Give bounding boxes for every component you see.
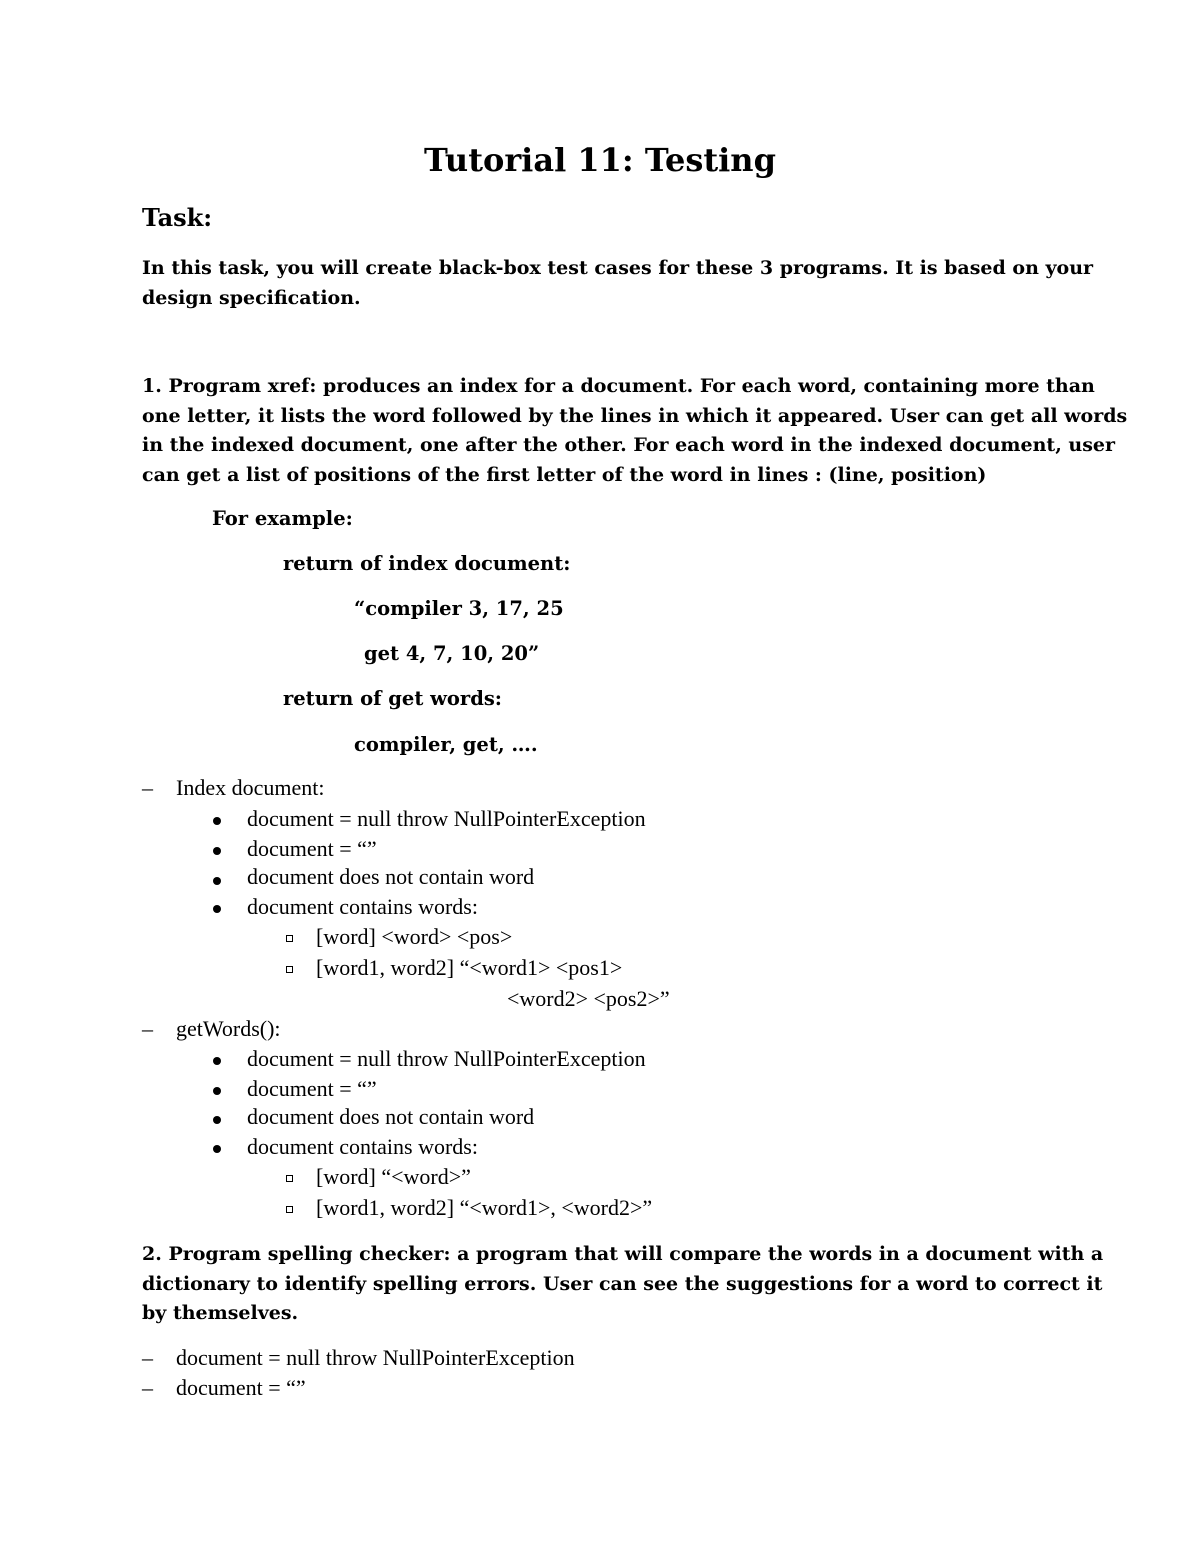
list-item: document = “” — [247, 1076, 377, 1101]
list-item: document does not contain word — [247, 864, 535, 889]
example-label: For example: — [212, 507, 353, 530]
bullet-icon — [213, 847, 221, 855]
sub-list-item: [word1, word2] “<word1>, <word2>” — [316, 1195, 653, 1220]
program1-line: can get a list of positions of the first letter of the word in lines : (line, position) — [142, 463, 987, 486]
intro-line: design specification. — [142, 286, 361, 309]
sub-list-item: [word] <word> <pos> — [316, 924, 513, 949]
program2-description — [142, 1240, 1104, 1329]
index-return-line: “compiler 3, 17, 25 — [354, 597, 564, 620]
bullet-icon — [213, 1057, 221, 1065]
index-document-label: Index document: — [176, 775, 325, 800]
dash-marker: – — [142, 1345, 153, 1370]
list-item: document does not contain word — [247, 1104, 535, 1129]
sub-list-item: [word1, word2] “<word1> <pos1> — [316, 955, 623, 980]
page-title: Tutorial 11: Testing — [424, 141, 776, 179]
bullet-icon — [213, 1116, 221, 1124]
sub-list-item-continuation: <word2> <pos2>” — [507, 986, 670, 1011]
dash-marker: – — [142, 1016, 153, 1041]
list-item: document = “” — [247, 836, 377, 861]
intro-paragraph — [142, 254, 1094, 313]
words-return-value: compiler, get, …. — [354, 733, 538, 756]
program1-description — [142, 372, 1128, 490]
bullet-icon — [213, 877, 221, 885]
get-words-label: getWords(): — [176, 1016, 281, 1041]
program1-line: one letter, it lists the word followed by the lines in which it appeared. User can get all words — [142, 404, 1128, 427]
list-item: document = null throw NullPointerException — [247, 806, 646, 831]
list-item: document contains words: — [247, 1134, 478, 1159]
bullet-icon — [213, 1087, 221, 1095]
list-item: document = null throw NullPointerException — [176, 1345, 575, 1370]
bullet-icon — [213, 817, 221, 825]
list-item: document = “” — [176, 1375, 306, 1400]
task-heading: Task: — [142, 203, 213, 232]
square-bullet-icon — [286, 1175, 293, 1182]
bullet-icon — [213, 1145, 221, 1153]
words-return-label: return of get words: — [283, 687, 503, 710]
intro-line: In this task, you will create black-box test cases for these 3 programs. It is based on your — [142, 257, 1094, 279]
list-item: document contains words: — [247, 894, 478, 919]
program2-line: dictionary to identify spelling errors. User can see the suggestions for a word to correct it — [142, 1272, 1103, 1295]
program1-line: 1. Program xref: produces an index for a document. For each word, containing more than — [142, 375, 1095, 397]
list-item: document = null throw NullPointerException — [247, 1046, 646, 1071]
square-bullet-icon — [286, 935, 293, 942]
dash-marker: – — [142, 1375, 153, 1400]
program2-line: by themselves. — [142, 1302, 299, 1324]
square-bullet-icon — [286, 1206, 293, 1213]
index-return-line: get 4, 7, 10, 20” — [364, 642, 540, 665]
sub-list-item: [word] “<word>” — [316, 1164, 471, 1189]
program2-line: 2. Program spelling checker: a program that will compare the words in a document with a — [142, 1243, 1104, 1265]
square-bullet-icon — [286, 966, 293, 973]
bullet-icon — [213, 905, 221, 913]
dash-marker: – — [142, 775, 153, 800]
program1-line: in the indexed document, one after the other. For each word in the indexed document, user — [142, 434, 1116, 456]
index-return-label: return of index document: — [283, 552, 571, 575]
